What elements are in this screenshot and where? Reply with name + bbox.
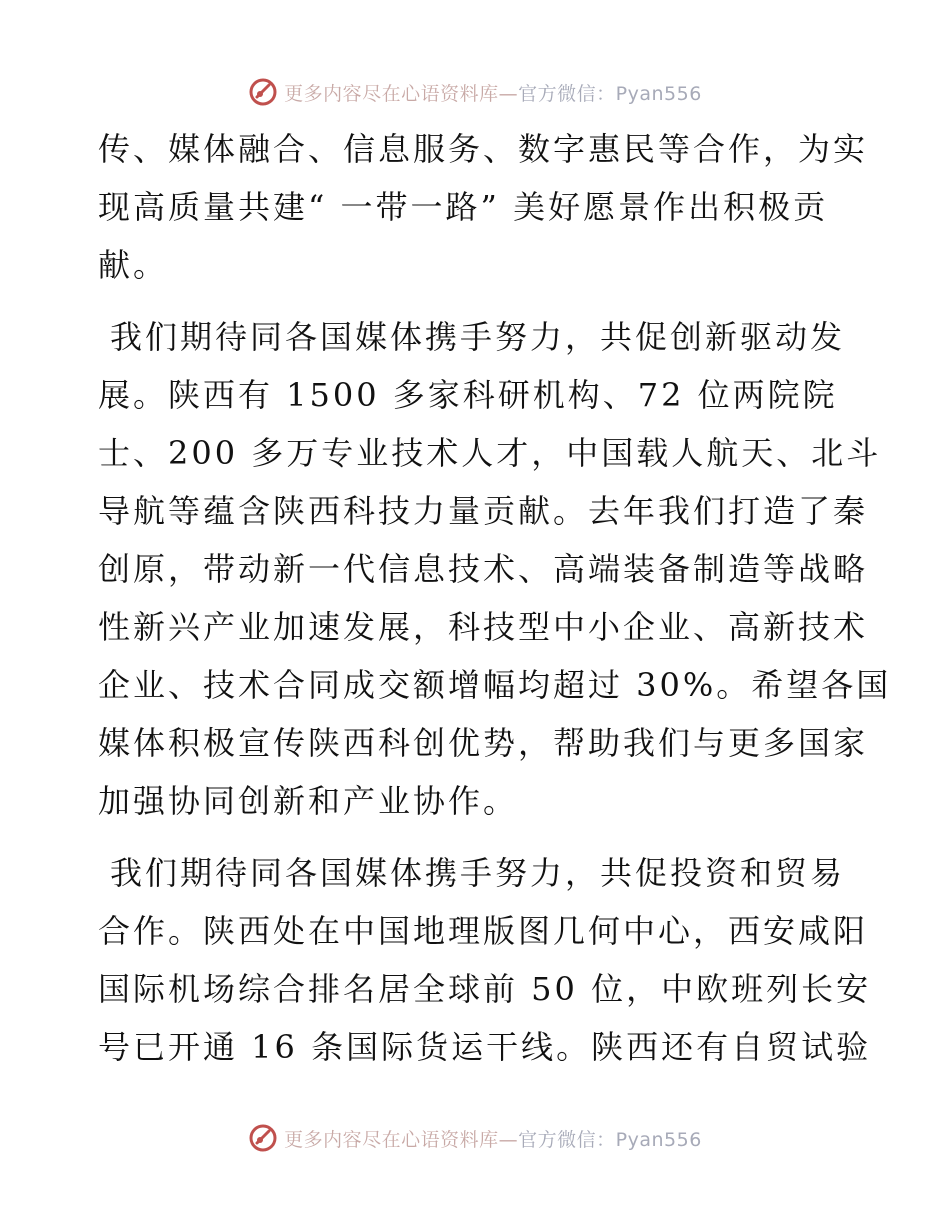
text-line: 国际机场综合排名居全球前 50 位，中欧班列长安 bbox=[98, 970, 872, 1008]
text-line: 号已开通 16 条国际货运干线。陕西还有自贸试验 bbox=[98, 1028, 872, 1066]
watermark-contact: 官方微信：Pyan556 bbox=[518, 1128, 702, 1151]
text-line: 传、媒体融合、信息服务、数字惠民等合作，为实 bbox=[98, 130, 869, 168]
text-line: 展。陕西有 1500 多家科研机构、72 位两院院 bbox=[98, 376, 838, 414]
watermark-text: 更多内容尽在心语资料库— bbox=[284, 1128, 519, 1151]
text-line: 性新兴产业加速发展，科技型中小企业、高新技术 bbox=[98, 608, 869, 646]
text-line: 合作。陕西处在中国地理版图几何中心，西安咸阳 bbox=[98, 912, 869, 950]
brand-logo-icon bbox=[248, 77, 278, 107]
text-line: 献。 bbox=[98, 246, 169, 284]
paragraph-2 bbox=[98, 308, 892, 830]
text-line: 现高质量共建“ 一带一路” 美好愿景作出积极贡 bbox=[98, 188, 829, 226]
text-line: 我们期待同各国媒体携手努力，共促投资和贸易 bbox=[110, 854, 846, 892]
footer-watermark bbox=[0, 1118, 950, 1158]
text-line: 媒体积极宣传陕西科创优势，帮助我们与更多国家 bbox=[98, 724, 869, 762]
text-line: 我们期待同各国媒体携手努力，共促创新驱动发 bbox=[110, 318, 846, 356]
watermark-contact: 官方微信：Pyan556 bbox=[518, 82, 702, 105]
text-line: 导航等蕴含陕西科技力量贡献。去年我们打造了秦 bbox=[98, 492, 869, 530]
text-line: 加强协同创新和产业协作。 bbox=[98, 782, 519, 820]
brand-logo-icon bbox=[248, 1123, 278, 1153]
text-line: 企业、技术合同成交额增幅均超过 30%。希望各国 bbox=[98, 666, 892, 704]
paragraph-1 bbox=[98, 120, 869, 294]
paragraph-3 bbox=[98, 844, 872, 1076]
document-body bbox=[98, 120, 892, 1076]
header-watermark bbox=[0, 72, 950, 112]
text-line: 士、200 多万专业技术人才，中国载人航天、北斗 bbox=[98, 434, 882, 472]
watermark-text: 更多内容尽在心语资料库— bbox=[284, 82, 519, 105]
text-line: 创原，带动新一代信息技术、高端装备制造等战略 bbox=[98, 550, 869, 588]
